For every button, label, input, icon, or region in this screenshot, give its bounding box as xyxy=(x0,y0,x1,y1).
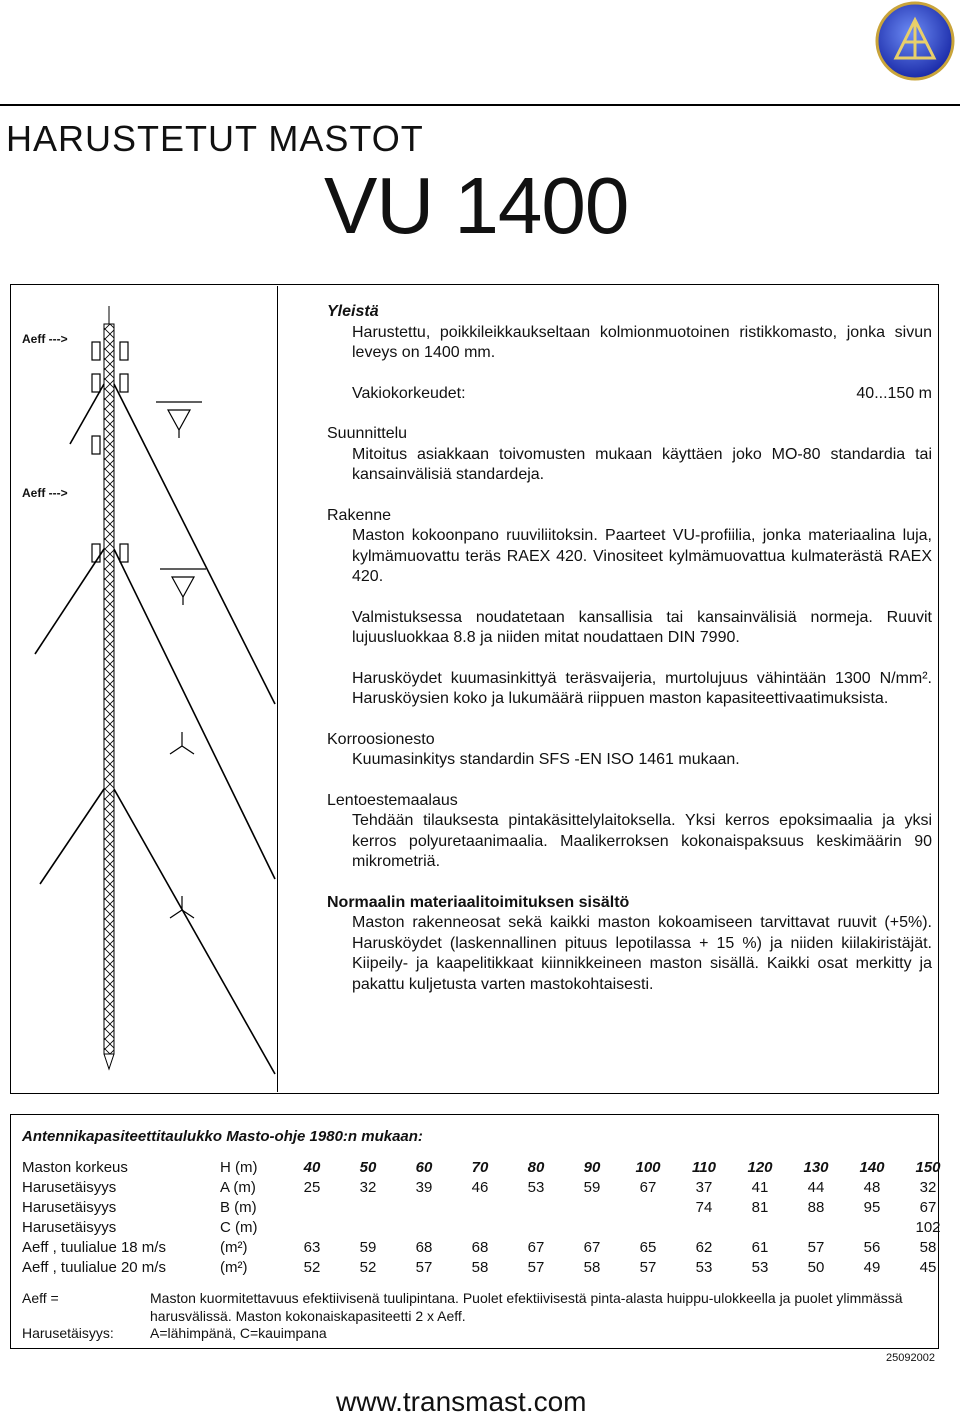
note-harus-key: Harusetäisyys: xyxy=(22,1325,114,1341)
table-cell xyxy=(452,1218,508,1238)
table-cell: 53 xyxy=(751,1259,769,1276)
table-notes xyxy=(22,1290,927,1343)
standard-heights-row xyxy=(352,384,932,405)
table-cell: 52 xyxy=(359,1259,377,1276)
table-cell xyxy=(564,1218,620,1238)
mast-description xyxy=(327,302,932,995)
table-cell xyxy=(396,1198,452,1218)
standard-heights-value: 40...150 m xyxy=(856,384,932,402)
table-cell xyxy=(452,1198,508,1218)
table-cell: 50 xyxy=(359,1159,377,1176)
table-cell xyxy=(284,1198,340,1218)
table-cell: 46 xyxy=(471,1179,489,1196)
table-cell: 53 xyxy=(527,1179,545,1196)
page-title: HARUSTETUT MASTOT xyxy=(6,118,424,159)
note-aeff-key: Aeff = xyxy=(22,1290,59,1306)
row-label: Aeff , tuulialue 20 m/s xyxy=(22,1259,166,1276)
text-rakenne-1: Maston kokoonpano ruuviliitoksin. Paarteet VU-profiilia, jonka materiaalina luja, kylmämuovattu teräs RAEX 420. Vinositeet kylmämuovattua kulmaterästä RAEX 420. xyxy=(352,527,932,585)
table-cell: 57 xyxy=(527,1259,545,1276)
table-cell xyxy=(508,1198,564,1218)
table-cell: 95 xyxy=(863,1199,881,1216)
text-suunnittelu: Mitoitus asiakkaan toivomusten mukaan käyttäen joko MO-80 standardia tai kansainvälisiä standardeja. xyxy=(352,445,932,483)
heading-korroosio: Korroosionesto xyxy=(327,730,435,748)
note-aeff xyxy=(22,1290,927,1325)
table-cell: 58 xyxy=(583,1259,601,1276)
table-cell xyxy=(564,1198,620,1218)
table-row xyxy=(22,1178,956,1198)
table-cell: 68 xyxy=(471,1239,489,1256)
table-cell xyxy=(844,1218,900,1238)
table-row xyxy=(22,1238,956,1258)
text-yleista: Harustettu, poikkileikkaukseltaan kolmionmuotoinen ristikkomasto, jonka sivun leveys on 1400 mm. xyxy=(352,323,932,361)
table-cell: 70 xyxy=(471,1159,489,1176)
table-cell xyxy=(508,1218,564,1238)
transmast-logo-icon xyxy=(874,0,956,82)
table-cell xyxy=(396,1218,452,1238)
table-cell: 53 xyxy=(695,1259,713,1276)
row-label: Maston korkeus xyxy=(22,1159,128,1176)
table-row xyxy=(22,1258,956,1278)
row-label: Harusetäisyys xyxy=(22,1199,117,1216)
row-label: Harusetäisyys xyxy=(22,1179,117,1196)
table-cell: 102 xyxy=(915,1219,941,1236)
note-aeff-text: Maston kuormitettavuus efektiivisenä tuulipintana. Puolet efektiivisestä pinta-alasta huippu-ulokkeella ja puolet ylimmässä harusvälissä. Maston kokonaiskapasiteetti 2 x Aeff. xyxy=(150,1290,903,1324)
table-cell xyxy=(620,1198,676,1218)
table-cell: 140 xyxy=(859,1159,885,1176)
text-lentoeste: Tehdään tilauksesta pintakäsittelylaitoksella. Yksi kerros epoksimaalia ja yksi kerros polyuretaanimaalia. Maalikerroksen kokonaispaksuus keskimäärin 90 mikrometriä. xyxy=(352,812,932,870)
row-unit: A (m) xyxy=(220,1179,256,1196)
table-cell: 59 xyxy=(583,1179,601,1196)
aeff-label-top: Aeff ---> xyxy=(22,332,68,346)
mast-tower xyxy=(104,306,114,1069)
heading-yleista: Yleistä xyxy=(327,303,379,320)
row-unit: B (m) xyxy=(220,1199,257,1216)
table-cell: 90 xyxy=(583,1159,601,1176)
table-cell: 58 xyxy=(919,1239,937,1256)
table-cell: 45 xyxy=(919,1259,937,1276)
website-link[interactable]: www.transmast.com xyxy=(336,1386,587,1417)
table-row xyxy=(22,1218,956,1238)
table-cell: 60 xyxy=(415,1159,433,1176)
row-label: Harusetäisyys xyxy=(22,1219,117,1236)
header-rule xyxy=(0,104,960,106)
text-rakenne-3: Harusköydet kuumasinkittyä teräsvaijeria, murtolujuus vähintään 1300 N/mm². Harusköysien koko ja lukumäärä riippuen maston kapasiteettivaatimuksista. xyxy=(352,669,932,707)
text-korroosio: Kuumasinkitys standardin SFS -EN ISO 1461 mukaan. xyxy=(352,751,740,768)
heading-rakenne: Rakenne xyxy=(327,506,392,524)
table-cell: 81 xyxy=(751,1199,769,1216)
row-unit: (m²) xyxy=(220,1239,248,1256)
table-cell: 68 xyxy=(415,1239,433,1256)
guy-wires xyxy=(35,384,275,1074)
table-row xyxy=(22,1158,956,1178)
aeff-label-mid: Aeff ---> xyxy=(22,486,68,500)
heading-lentoeste: Lentoestemaalaus xyxy=(327,791,458,809)
standard-heights-label: Vakiokorkeudet: xyxy=(352,384,466,402)
table-cell: 32 xyxy=(359,1179,377,1196)
text-toimitus: Maston rakenneosat sekä kaikki maston kokoamiseen tarvittavat ruuvit (+5%). Harusköydet (laskennallinen pituus lepotilassa + 15 %) ja niiden kiilakiristäjät. Kiipeily- ja kaapelitikkaat kiinnikkeineen maston sisällä. Kaikki osat merkitty ja pakattu kuljetusta varten mastokohtaisesti. xyxy=(352,914,932,993)
table-cell: 74 xyxy=(695,1199,713,1216)
table-cell: 62 xyxy=(695,1239,713,1256)
table-cell: 150 xyxy=(915,1159,941,1176)
table-cell: 32 xyxy=(919,1179,937,1196)
table-cell: 58 xyxy=(471,1259,489,1276)
table-cell: 56 xyxy=(863,1239,881,1256)
table-cell: 25 xyxy=(303,1179,321,1196)
row-label: Aeff , tuulialue 18 m/s xyxy=(22,1239,166,1256)
note-harus-text: A=lähimpänä, C=kauimpana xyxy=(150,1325,327,1341)
table-cell: 130 xyxy=(803,1159,829,1176)
table-cell: 39 xyxy=(415,1179,433,1196)
table-cell xyxy=(340,1198,396,1218)
table-cell: 50 xyxy=(807,1259,825,1276)
table-cell xyxy=(620,1218,676,1238)
table-cell xyxy=(732,1218,788,1238)
document-code: 25092002 xyxy=(886,1352,935,1364)
table-cell: 65 xyxy=(639,1239,657,1256)
table-cell: 100 xyxy=(635,1159,661,1176)
table-cell: 67 xyxy=(639,1179,657,1196)
table-cell: 120 xyxy=(747,1159,773,1176)
capacity-table-title: Antennikapasiteettitaulukko Masto-ohje 1980:n mukaan: xyxy=(22,1128,423,1145)
note-harus xyxy=(22,1325,927,1343)
table-cell: 67 xyxy=(919,1199,937,1216)
product-title: VU 1400 xyxy=(324,161,629,250)
table-cell: 41 xyxy=(751,1179,769,1196)
table-cell xyxy=(676,1218,732,1238)
row-unit: H (m) xyxy=(220,1159,258,1176)
table-cell: 57 xyxy=(415,1259,433,1276)
table-cell: 57 xyxy=(639,1259,657,1276)
table-cell xyxy=(340,1218,396,1238)
table-cell: 37 xyxy=(695,1179,713,1196)
table-cell: 63 xyxy=(303,1239,321,1256)
heading-toimitus: Normaalin materiaalitoimituksen sisältö xyxy=(327,893,630,911)
row-unit: (m²) xyxy=(220,1259,248,1276)
table-cell: 52 xyxy=(303,1259,321,1276)
table-cell: 110 xyxy=(692,1159,716,1176)
table-cell: 57 xyxy=(807,1239,825,1256)
table-row xyxy=(22,1198,956,1218)
table-cell xyxy=(284,1218,340,1238)
table-cell: 44 xyxy=(807,1179,825,1196)
table-cell: 61 xyxy=(751,1239,769,1256)
table-cell: 40 xyxy=(303,1159,321,1176)
table-cell: 67 xyxy=(583,1239,601,1256)
table-cell: 88 xyxy=(807,1199,825,1216)
cross-section-icons xyxy=(156,402,206,918)
row-unit: C (m) xyxy=(220,1219,258,1236)
table-cell: 67 xyxy=(527,1239,545,1256)
table-cell: 49 xyxy=(863,1259,881,1276)
table-cell: 80 xyxy=(527,1159,545,1176)
heading-suunnittelu: Suunnittelu xyxy=(327,425,408,442)
mast-drawing xyxy=(0,284,300,1094)
capacity-table xyxy=(22,1158,956,1278)
table-cell xyxy=(788,1218,844,1238)
table-cell: 48 xyxy=(863,1179,881,1196)
table-cell: 59 xyxy=(359,1239,377,1256)
text-rakenne-2: Valmistuksessa noudatetaan kansallisia tai kansainvälisiä normeja. Ruuvit lujuusluokkaa 8.8 ja niiden mitat noudattaen DIN 7990. xyxy=(352,608,932,646)
